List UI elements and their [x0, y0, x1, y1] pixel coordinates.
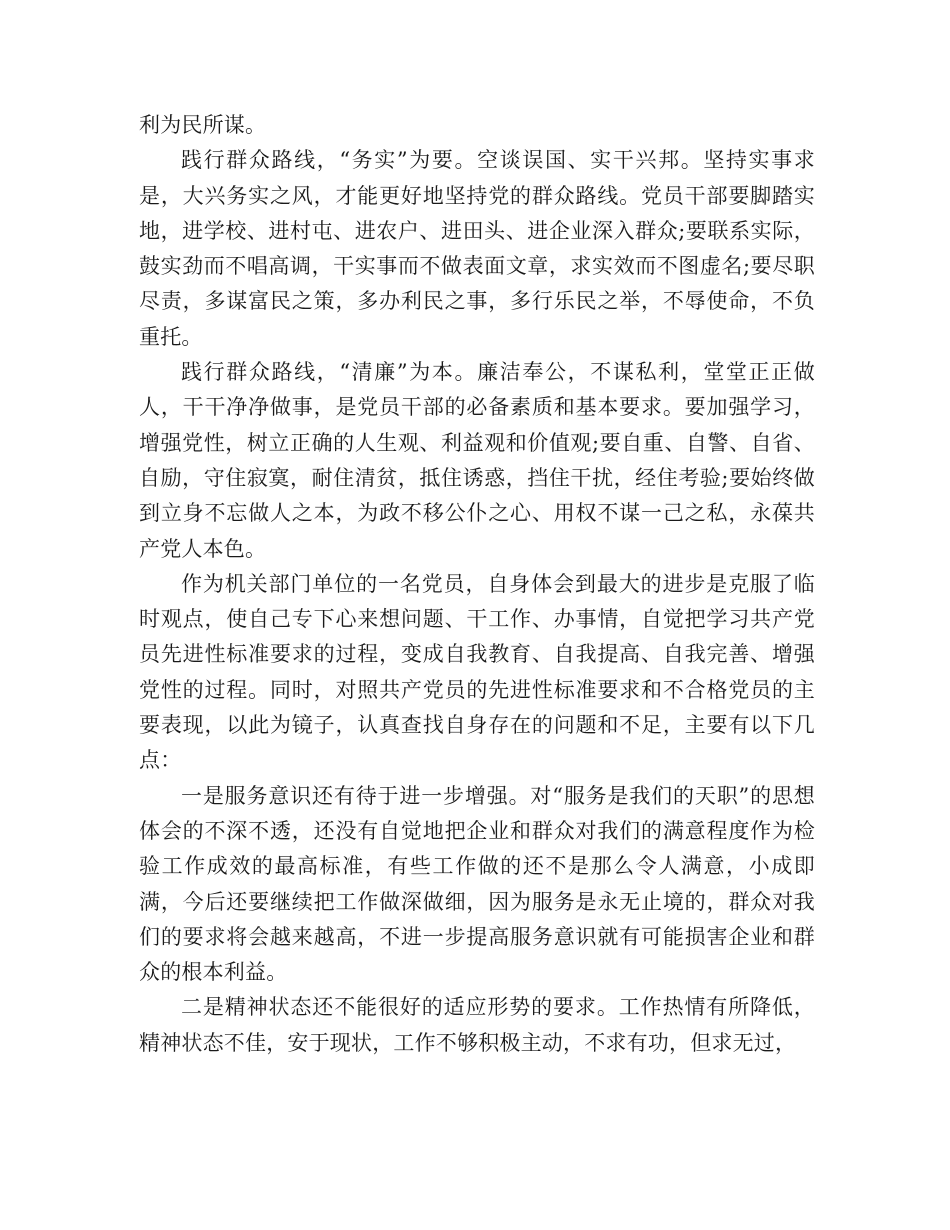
document-body	[139, 108, 815, 1061]
paragraph-integrity: 践行群众路线，“清廉”为本。廉洁奉公，不谋私利，堂堂正正做人，干干净净做事，是党员干部的必备素质和基本要求。要加强学习，增强党性，树立正确的人生观、利益观和价值观;要自重、自警、自省、自励，守住寂寞，耐住清贫，抵住诱惑，挡住干扰，经住考验;要始终做到立身不忘做人之本，为政不移公仆之心、用权不谋一己之私，永葆共产党人本色。	[139, 360, 815, 561]
paragraph-continuation: 利为民所谋。	[139, 113, 267, 137]
paragraph-pragmatism: 践行群众路线，“务实”为要。空谈误国、实干兴邦。坚持实事求是，大兴务实之风，才能更好地坚持党的群众路线。党员干部要脚踏实地，进学校、进村屯、进农户、进田头、进企业深入群众;要联系实际，鼓实劲而不唱高调，干实事而不做表面文章，求实效而不图虚名;要尽职尽责，多谋富民之策，多办利民之事，多行乐民之举，不辱使命，不负重托。	[139, 148, 815, 349]
paragraph-service-awareness: 一是服务意识还有待于进一步增强。对“服务是我们的天职”的思想体会的不深不透，还没有自觉地把企业和群众对我们的满意程度作为检验工作成效的最高标准，有些工作做的还不是那么令人满意，小成即满，今后还要继续把工作做深做细，因为服务是永无止境的，群众对我们的要求将会越来越高，不进一步提高服务意识就有可能损害企业和群众的根本利益。	[139, 783, 815, 985]
paragraph-self-review: 作为机关部门单位的一名党员，自身体会到最大的进步是克服了临时观点，使自己专下心来想问题、干工作、办事情，自觉把学习共产党员先进性标准要求的过程，变成自我教育、自我提高、自我完善、增强党性的过程。同时，对照共产党员的先进性标准要求和不合格党员的主要表现，以此为镜子，认真查找自身存在的问题和不足，主要有以下几点：	[139, 571, 815, 773]
paragraph-mental-state: 二是精神状态还不能很好的适应形势的要求。工作热情有所降低，精神状态不佳，安于现状，工作不够积极主动，不求有功，但求无过，	[139, 995, 815, 1055]
